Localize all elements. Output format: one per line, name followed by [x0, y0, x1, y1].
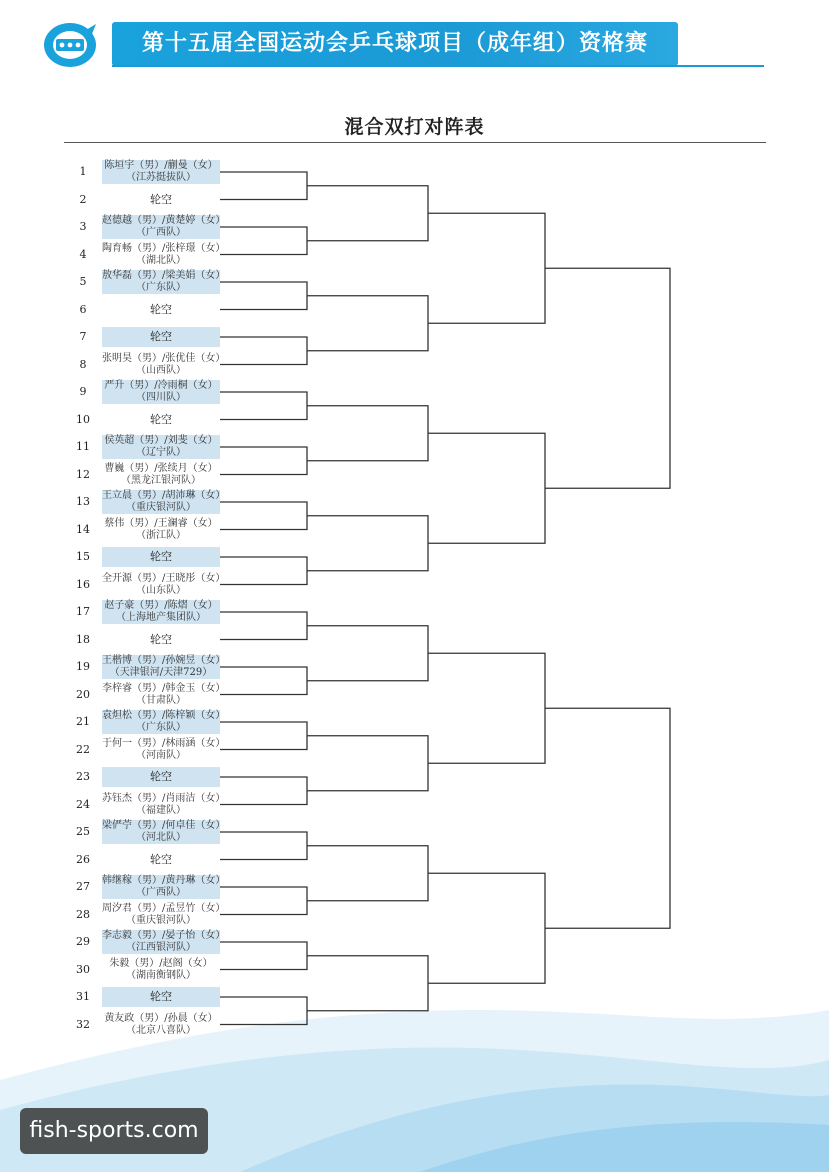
bracket-connector: [307, 846, 428, 901]
players-names: 严升（男）/冷雨桐（女）: [104, 380, 218, 391]
entry-number: 27: [76, 880, 90, 893]
entry-number: 32: [76, 1017, 90, 1031]
entry-number: 7: [79, 330, 87, 343]
players-names: 王立晨（男）/胡沛琳（女）: [102, 490, 226, 501]
entry-number: 10: [76, 412, 90, 426]
bracket-connector: [307, 626, 428, 681]
bracket-connector: [545, 708, 670, 928]
team-name: （上海地产集团队）: [116, 612, 206, 623]
team-name: （辽宁队）: [136, 447, 186, 458]
players-names: 陈垣宇（男）/蒯曼（女）: [104, 160, 218, 171]
bracket-connector: [545, 268, 670, 488]
players-names: 李志毅（男）/晏子怡（女）: [102, 930, 226, 941]
players-names: 蔡伟（男）/王澜睿（女）: [104, 517, 218, 529]
players-names: 黄友政（男）/孙晨（女）: [104, 1012, 218, 1024]
entry-number: 19: [76, 660, 90, 673]
players-names: 赵德越（男）/黄楚婷（女）: [102, 215, 226, 226]
entry-number: 13: [76, 495, 90, 508]
bracket-connector: [220, 337, 307, 365]
players-names: 朱毅（男）/赵阁（女）: [109, 957, 213, 969]
bye-label: 轮空: [150, 632, 172, 646]
team-name: （天津银河/天津729）: [109, 667, 213, 678]
players-names: 曹巍（男）/张续月（女）: [104, 462, 218, 474]
players-names: 于何一（男）/林雨涵（女）: [102, 737, 226, 749]
bracket-connector: [428, 873, 545, 983]
bracket-connector: [220, 832, 307, 860]
page-title: 第十五届全国运动会乒乓球项目（成年组）资格赛: [141, 31, 648, 56]
bracket-connector: [307, 736, 428, 791]
bracket-connector: [220, 557, 307, 585]
players-names: 赵子豪（男）/陈熠（女）: [104, 600, 218, 611]
entry-number: 22: [76, 742, 90, 756]
players-names: 李梓睿（男）/韩金玉（女）: [102, 682, 226, 694]
players-names: 敖华磊（男）/梁美娟（女）: [102, 270, 226, 281]
entry-number: 16: [76, 577, 90, 591]
bye-label: 轮空: [150, 412, 172, 426]
team-name: （甘肃队）: [136, 694, 186, 706]
bracket-connector: [220, 722, 307, 750]
team-name: （湖南衡钢队）: [126, 969, 196, 981]
team-name: （福建队）: [136, 804, 186, 816]
bye-label: 轮空: [150, 192, 172, 206]
team-name: （浙江队）: [136, 529, 186, 541]
entry-number: 29: [76, 935, 90, 948]
entry-number: 5: [79, 275, 87, 288]
team-name: （黑龙江银河队）: [121, 474, 201, 486]
players-names: 韩继稼（男）/黄丹琳（女）: [102, 875, 226, 886]
bye-label: 轮空: [150, 852, 172, 866]
bracket-connector: [307, 516, 428, 571]
bracket-connector: [220, 227, 307, 255]
team-name: （山西队）: [136, 364, 186, 376]
entry-number: 9: [79, 385, 87, 398]
bracket-connector: [220, 942, 307, 970]
entry-number: 23: [76, 770, 90, 783]
entry-number: 1: [79, 165, 87, 178]
bracket-connector: [220, 612, 307, 640]
team-name: （广东队）: [136, 282, 186, 293]
entry-number: 21: [76, 715, 90, 728]
bracket-connector: [220, 172, 307, 200]
entry-number: 30: [76, 962, 90, 976]
entry-number: 4: [79, 247, 87, 261]
bracket-title: 混合双打对阵表: [344, 116, 485, 138]
team-name: （广西队）: [136, 887, 186, 898]
team-name: （广东队）: [136, 722, 186, 733]
bye-label: 轮空: [150, 330, 172, 343]
entry-number: 24: [76, 797, 90, 811]
entry-number: 8: [79, 357, 87, 371]
players-names: 全开源（男）/王晓彤（女）: [102, 572, 226, 584]
bracket-connector: [428, 433, 545, 543]
team-name: （河北队）: [136, 832, 186, 843]
team-name: （湖北队）: [136, 254, 186, 266]
bracket-connector: [220, 887, 307, 915]
bye-label: 轮空: [150, 770, 172, 783]
entry-number: 14: [76, 522, 90, 536]
bracket-connector: [307, 296, 428, 351]
entry-number: 25: [76, 825, 90, 838]
bracket-connector: [220, 997, 307, 1025]
bracket-connector: [220, 282, 307, 310]
watermark: fish-sports.com: [20, 1108, 208, 1154]
bracket-connector: [307, 186, 428, 241]
entry-number: 17: [76, 605, 90, 618]
players-names: 侯英超（男）/刘斐（女）: [104, 435, 218, 446]
bye-label: 轮空: [150, 550, 172, 563]
team-name: （重庆银河队）: [126, 502, 196, 513]
entry-number: 3: [79, 220, 87, 233]
team-name: （河南队）: [136, 749, 186, 761]
entry-number: 18: [76, 632, 90, 646]
entry-number: 11: [76, 440, 90, 453]
entry-number: 28: [76, 907, 90, 921]
team-name: （江西银河队）: [126, 942, 196, 953]
bracket-connector: [220, 502, 307, 530]
entry-number: 26: [76, 852, 90, 866]
players-names: 袁炟松（男）/陈梓颖（女）: [102, 710, 226, 721]
team-name: （重庆银河队）: [126, 914, 196, 926]
team-name: （北京八喜队）: [126, 1024, 196, 1036]
team-name: （四川队）: [136, 392, 186, 403]
players-names: 王楷博（男）/孙婉昱（女）: [102, 655, 226, 666]
players-names: 苏钰杰（男）/肖雨洁（女）: [102, 792, 226, 804]
bye-label: 轮空: [150, 990, 172, 1003]
team-name: （山东队）: [136, 584, 186, 596]
entry-number: 15: [76, 550, 90, 563]
entry-number: 12: [76, 467, 90, 481]
bracket-connector: [428, 653, 545, 763]
entry-number: 6: [79, 302, 87, 316]
bracket-connector: [307, 956, 428, 1011]
bracket-connector: [220, 447, 307, 475]
players-names: 周汐君（男）/孟昱竹（女）: [102, 902, 226, 914]
entry-number: 2: [79, 192, 87, 206]
bye-label: 轮空: [150, 302, 172, 316]
team-name: （广西队）: [136, 227, 186, 238]
team-name: （江苏挺拔队）: [126, 172, 196, 183]
bracket-connector: [220, 392, 307, 420]
bracket-connector: [220, 777, 307, 805]
players-names: 张明昊（男）/张优佳（女）: [102, 352, 226, 364]
bracket-connector: [428, 213, 545, 323]
bracket-connector: [307, 406, 428, 461]
players-names: 梁俨苧（男）/何卓佳（女）: [102, 820, 226, 831]
entry-number: 20: [76, 687, 90, 701]
entry-number: 31: [76, 990, 90, 1003]
players-names: 陶育畅（男）/张梓璟（女）: [102, 242, 226, 254]
bracket-connector: [220, 667, 307, 695]
